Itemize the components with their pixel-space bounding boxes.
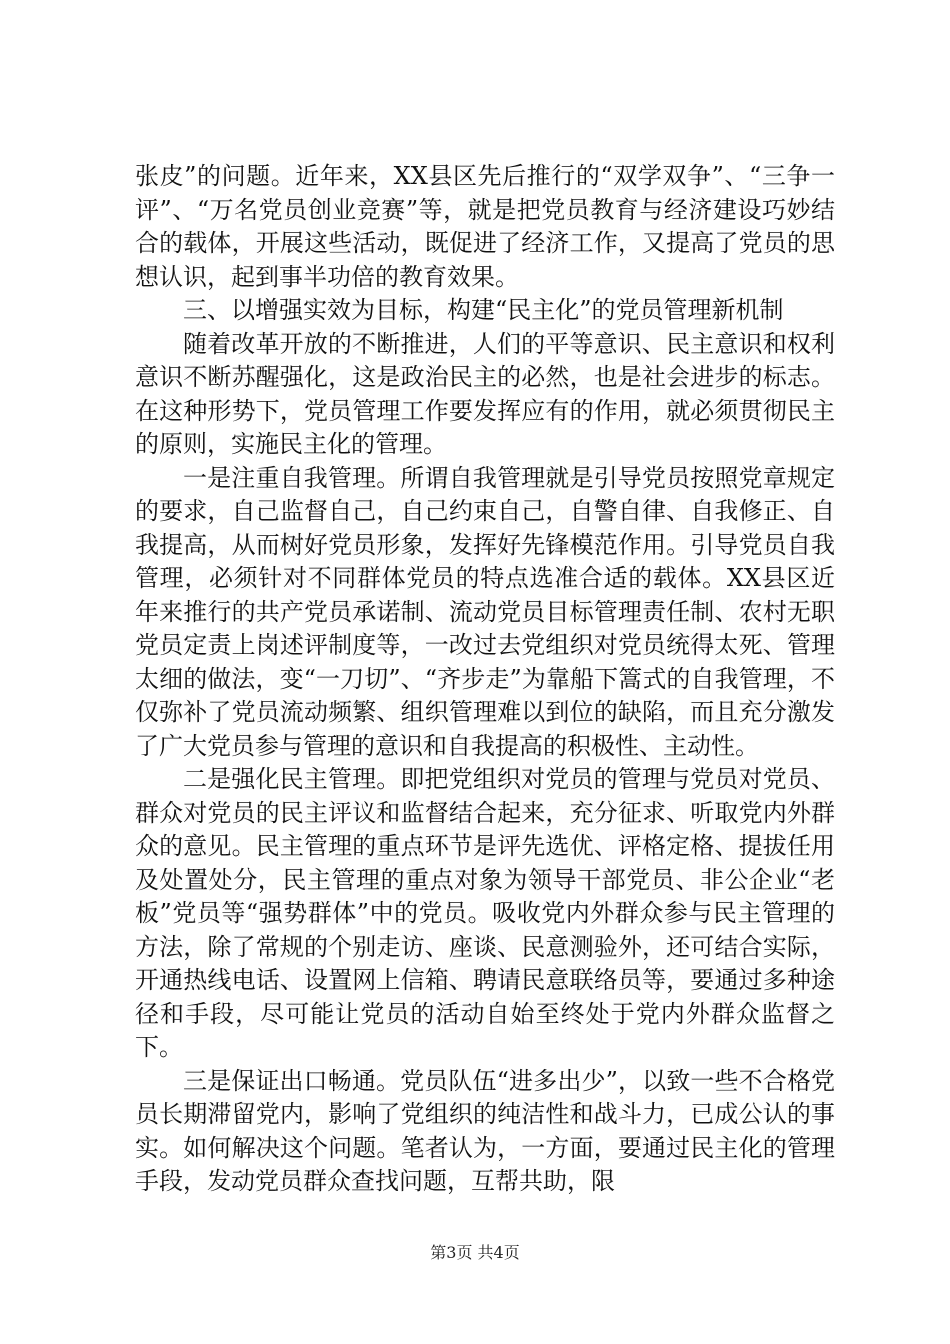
document-body (135, 160, 835, 1199)
paragraph: 张皮”的问题。近年来，XX县区先后推行的“双学双争”、“三争一评”、“万名党员创业竞赛”等，就是把党员教育与经济建设巧妙结合的载体，开展这些活动，既促进了经济工作，又提高了党员的思想认识，起到事半功倍的教育效果。 (135, 162, 835, 291)
paragraph: 三、以增强实效为目标，构建“民主化”的党员管理新机制 (183, 296, 784, 324)
paragraph: 二是强化民主管理。即把党组织对党员的管理与党员对党员、群众对党员的民主评议和监督结合起来，充分征求、听取党内外群众的意见。民主管理的重点环节是评先选优、评格定格、提拔任用及处置处分，民主管理的重点对象为领导干部党员、非公企业“老板”党员等“强势群体”中的党员。吸收党内外群众参与民主管理的方法，除了常规的个别走访、座谈、民意测验外，还可结合实际，开通热线电话、设置网上信箱、聘请民意联络员等，要通过多种途径和手段，尽可能让党员的活动自始至终处于党内外群众监督之下。 (135, 765, 835, 1061)
paragraph: 随着改革开放的不断推进，人们的平等意识、民主意识和权利意识不断苏醒强化，这是政治民主的必然，也是社会进步的标志。在这种形势下，党员管理工作要发挥应有的作用，就必须贯彻民主的原则，实施民主化的管理。 (135, 329, 835, 458)
paragraph: 一是注重自我管理。所谓自我管理就是引导党员按照党章规定的要求，自己监督自己，自己约束自己，自警自律、自我修正、自我提高，从而树好党员形象，发挥好先锋模范作用。引导党员自我管理，必须针对不同群体党员的特点选准合适的载体。XX县区近年来推行的共产党员承诺制、流动党员目标管理责任制、农村无职党员定责上岗述评制度等，一改过去党组织对党员统得太死、管理太细的做法，变“一刀切”、“齐步走”为靠船下篙式的自我管理，不仅弥补了党员流动频繁、组织管理难以到位的缺陷，而且充分激发了广大党员参与管理的意识和自我提高的积极性、主动性。 (135, 463, 835, 760)
page-footer: 第3页 共4页 (430, 1243, 520, 1262)
paragraph: 三是保证出口畅通。党员队伍“进多出少”，以致一些不合格党员长期滞留党内，影响了党组织的纯洁性和战斗力，已成公认的事实。如何解决这个问题。笔者认为，一方面，要通过民主化的管理手段，发动党员群众查找问题，互帮共助，限 (135, 1066, 835, 1195)
